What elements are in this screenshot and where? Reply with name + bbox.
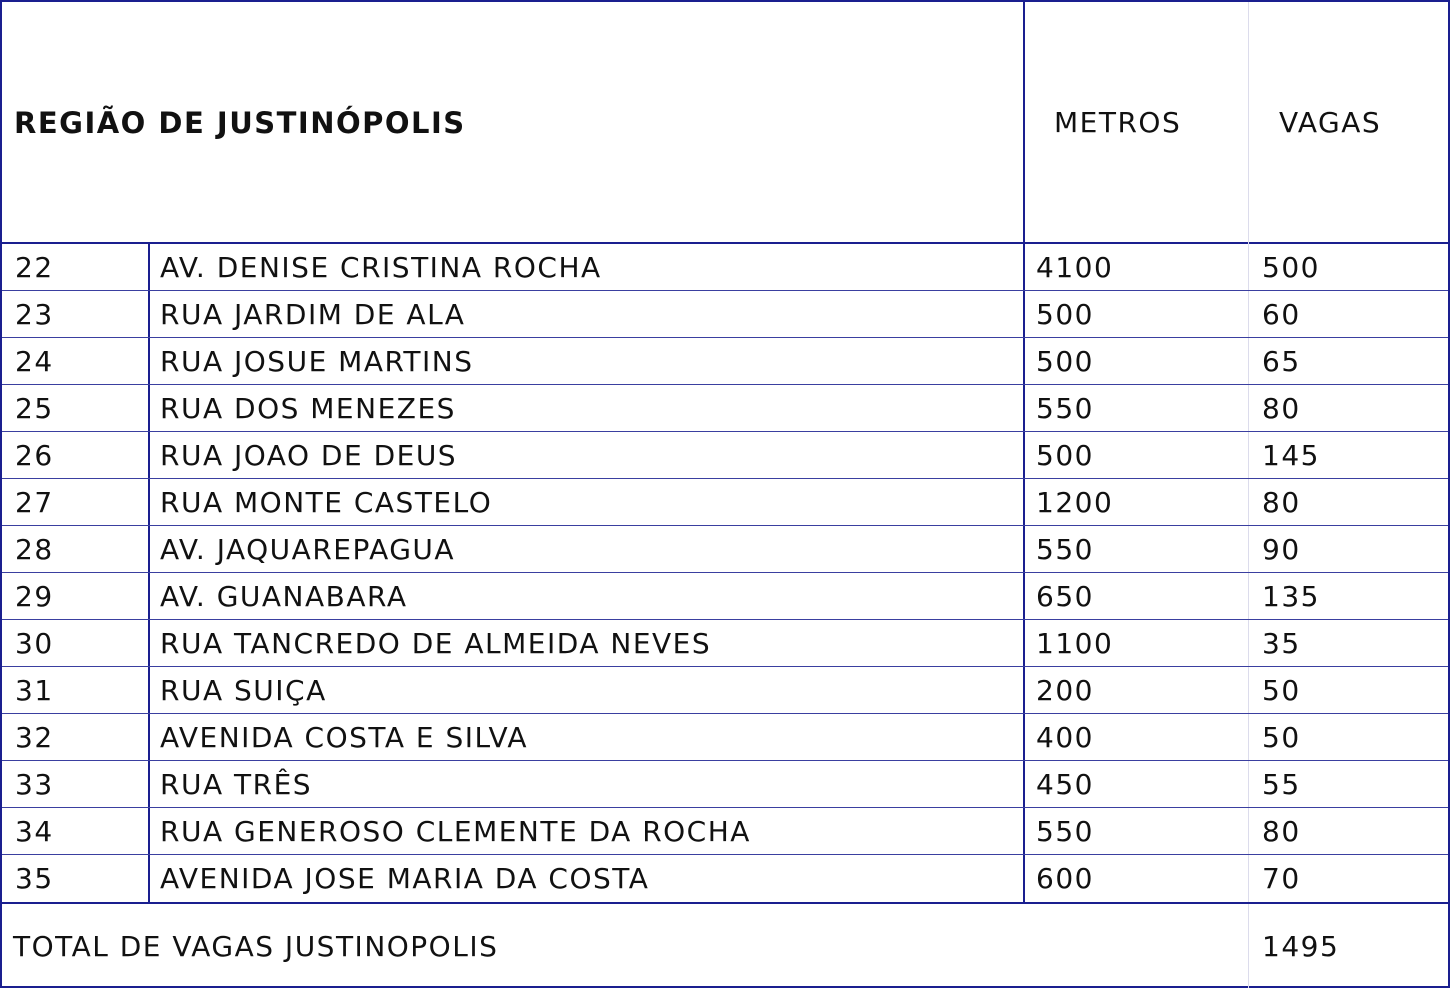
- row-street: AV. GUANABARA: [160, 580, 408, 613]
- row-number: 31: [15, 674, 54, 707]
- row-number: 29: [15, 580, 54, 613]
- row-metros: 4100: [1036, 251, 1114, 284]
- row-metros: 550: [1036, 815, 1094, 848]
- row-vagas: 500: [1262, 251, 1320, 284]
- row-metros: 1200: [1036, 486, 1114, 519]
- row-metros: 200: [1036, 674, 1094, 707]
- row-street: RUA GENEROSO CLEMENTE DA ROCHA: [160, 815, 751, 848]
- row-vagas: 145: [1262, 439, 1320, 472]
- row-vagas: 80: [1262, 392, 1301, 425]
- table-row: [2, 761, 1448, 808]
- row-vagas: 55: [1262, 768, 1301, 801]
- row-metros: 1100: [1036, 627, 1114, 660]
- table-row: [2, 808, 1448, 855]
- row-vagas: 50: [1262, 674, 1301, 707]
- row-vagas: 90: [1262, 533, 1301, 566]
- table-row: [2, 244, 1448, 291]
- table-row: [2, 855, 1448, 904]
- row-number: 27: [15, 486, 54, 519]
- row-number: 22: [15, 251, 54, 284]
- row-metros: 600: [1036, 862, 1094, 895]
- total-value: 1495: [1262, 930, 1340, 963]
- row-vagas: 70: [1262, 862, 1301, 895]
- table-row: [2, 385, 1448, 432]
- table-row: [2, 479, 1448, 526]
- table-body: [2, 244, 1448, 904]
- row-street: RUA DOS MENEZES: [160, 392, 456, 425]
- row-number: 35: [15, 862, 54, 895]
- row-vagas: 35: [1262, 627, 1301, 660]
- row-vagas: 80: [1262, 815, 1301, 848]
- table-header: [2, 2, 1448, 244]
- row-street: AV. DENISE CRISTINA ROCHA: [160, 251, 602, 284]
- table-row: [2, 573, 1448, 620]
- row-number: 33: [15, 768, 54, 801]
- row-vagas: 60: [1262, 298, 1301, 331]
- row-metros: 550: [1036, 392, 1094, 425]
- row-number: 25: [15, 392, 54, 425]
- total-row: [2, 905, 1448, 987]
- row-number: 28: [15, 533, 54, 566]
- row-number: 26: [15, 439, 54, 472]
- row-street: RUA SUIÇA: [160, 674, 327, 707]
- row-metros: 500: [1036, 345, 1094, 378]
- region-title: REGIÃO DE JUSTINÓPOLIS: [14, 106, 466, 140]
- row-street: AVENIDA JOSE MARIA DA COSTA: [160, 862, 650, 895]
- row-street: RUA JOAO DE DEUS: [160, 439, 458, 472]
- row-number: 32: [15, 721, 54, 754]
- row-number: 24: [15, 345, 54, 378]
- table-row: [2, 667, 1448, 714]
- row-street: AV. JAQUAREPAGUA: [160, 533, 456, 566]
- row-number: 34: [15, 815, 54, 848]
- row-metros: 500: [1036, 298, 1094, 331]
- vagas-column-header: VAGAS: [1279, 106, 1382, 139]
- row-metros: 650: [1036, 580, 1094, 613]
- row-number: 30: [15, 627, 54, 660]
- row-street: RUA TRÊS: [160, 768, 313, 801]
- table-row: [2, 714, 1448, 761]
- table-row: [2, 338, 1448, 385]
- table-row: [2, 291, 1448, 338]
- total-label: TOTAL DE VAGAS JUSTINOPOLIS: [13, 930, 499, 963]
- row-street: AVENIDA COSTA E SILVA: [160, 721, 529, 754]
- table-row: [2, 432, 1448, 479]
- row-street: RUA TANCREDO DE ALMEIDA NEVES: [160, 627, 712, 660]
- row-metros: 400: [1036, 721, 1094, 754]
- row-street: RUA JOSUE MARTINS: [160, 345, 474, 378]
- row-metros: 550: [1036, 533, 1094, 566]
- row-number: 23: [15, 298, 54, 331]
- row-vagas: 65: [1262, 345, 1301, 378]
- row-metros: 500: [1036, 439, 1094, 472]
- table-row: [2, 526, 1448, 573]
- metros-column-header: METROS: [1054, 106, 1182, 139]
- row-street: RUA MONTE CASTELO: [160, 486, 493, 519]
- row-metros: 450: [1036, 768, 1094, 801]
- row-vagas: 135: [1262, 580, 1320, 613]
- table-row: [2, 620, 1448, 667]
- row-vagas: 50: [1262, 721, 1301, 754]
- row-street: RUA JARDIM DE ALA: [160, 298, 466, 331]
- row-vagas: 80: [1262, 486, 1301, 519]
